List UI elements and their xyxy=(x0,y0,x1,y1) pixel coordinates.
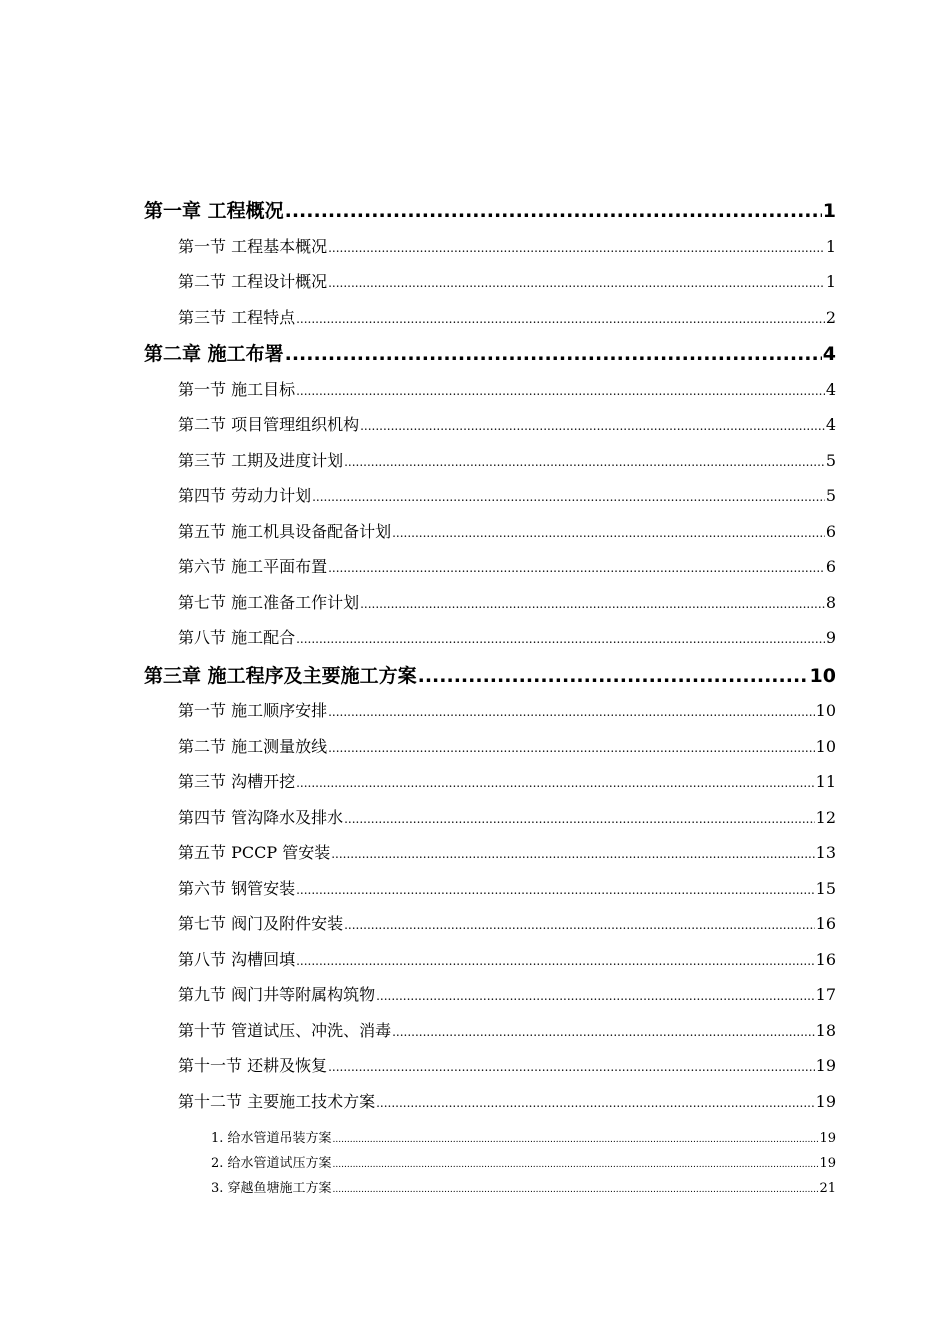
toc-dot-leader xyxy=(296,954,815,968)
toc-page-number: 13 xyxy=(815,843,836,862)
toc-page-number: 16 xyxy=(815,914,836,933)
toc-page-number: 4 xyxy=(822,343,836,365)
toc-page-number: 15 xyxy=(815,879,836,898)
toc-page-number: 5 xyxy=(825,451,836,470)
toc-page-number: 4 xyxy=(825,415,836,434)
toc-dot-leader xyxy=(360,597,825,611)
toc-dot-leader xyxy=(376,989,815,1003)
toc-section[interactable] xyxy=(178,769,836,791)
toc-entry-title: 第二节 工程设计概况 xyxy=(178,272,328,291)
toc-dot-leader xyxy=(331,847,814,861)
toc-section[interactable] xyxy=(178,234,836,256)
toc-page-number: 6 xyxy=(825,522,836,541)
toc-page-number: 10 xyxy=(815,737,836,756)
toc-dot-leader xyxy=(328,705,815,719)
toc-entry-title: 第三节 工期及进度计划 xyxy=(178,451,344,470)
toc-entry-title: 第一节 施工目标 xyxy=(178,380,296,399)
toc-chapter-1[interactable] xyxy=(144,196,836,220)
toc-entry-title: 第二章 施工布署 xyxy=(144,343,284,365)
toc-entry-title: 1. 给水管道吊装方案 xyxy=(211,1131,332,1146)
toc-section[interactable] xyxy=(178,1018,836,1040)
toc-page-number: 21 xyxy=(819,1181,836,1196)
toc-dot-leader xyxy=(344,455,825,469)
toc-section[interactable] xyxy=(178,982,836,1004)
toc-page-number: 2 xyxy=(825,308,836,327)
toc-page-number: 1 xyxy=(825,237,836,256)
toc-section[interactable] xyxy=(178,625,836,647)
toc-entry-title: 第一节 工程基本概况 xyxy=(178,237,328,256)
toc-dot-leader xyxy=(285,200,822,222)
toc-section[interactable] xyxy=(178,412,836,434)
toc-entry-title: 第七节 施工准备工作计划 xyxy=(178,593,360,612)
toc-entry-title: 第三章 施工程序及主要施工方案 xyxy=(144,665,417,687)
toc-section[interactable] xyxy=(178,840,836,862)
toc-dot-leader xyxy=(392,1025,815,1039)
toc-subsection[interactable] xyxy=(211,1127,836,1145)
toc-dot-leader xyxy=(376,1096,815,1110)
toc-entry-title: 第五节 施工机具设备配备计划 xyxy=(178,522,392,541)
toc-section[interactable] xyxy=(178,1053,836,1075)
toc-section[interactable] xyxy=(178,805,836,827)
toc-dot-leader xyxy=(344,812,815,826)
toc-chapter-2[interactable] xyxy=(144,339,836,363)
toc-dot-leader xyxy=(333,1185,819,1195)
toc-section[interactable] xyxy=(178,1089,836,1111)
toc-page-number: 1 xyxy=(822,200,836,222)
toc-entry-title: 第八节 施工配合 xyxy=(178,628,296,647)
toc-page-number: 10 xyxy=(815,701,836,720)
toc-dot-leader xyxy=(312,490,825,504)
toc-page-number: 1 xyxy=(825,272,836,291)
toc-entry-title: 第一节 施工顺序安排 xyxy=(178,701,328,720)
toc-page-number: 17 xyxy=(815,985,836,1004)
toc-page-number: 19 xyxy=(819,1131,836,1146)
toc-entry-title: 第十节 管道试压、冲洗、消毒 xyxy=(178,1021,392,1040)
toc-page-number: 9 xyxy=(825,628,836,647)
toc-dot-leader xyxy=(296,883,815,897)
toc-section[interactable] xyxy=(178,911,836,933)
toc-section[interactable] xyxy=(178,305,836,327)
toc-page-number: 6 xyxy=(825,557,836,576)
toc-entry-title: 第四节 管沟降水及排水 xyxy=(178,808,344,827)
toc-section[interactable] xyxy=(178,734,836,756)
toc-section[interactable] xyxy=(178,519,836,541)
toc-section[interactable] xyxy=(178,483,836,505)
toc-dot-leader xyxy=(328,276,825,290)
toc-section[interactable] xyxy=(178,448,836,470)
toc-page-number: 8 xyxy=(825,593,836,612)
toc-entry-title: 第三节 沟槽开挖 xyxy=(178,772,296,791)
toc-dot-leader xyxy=(328,241,825,255)
toc-entry-title: 第一章 工程概况 xyxy=(144,200,284,222)
toc-section[interactable] xyxy=(178,269,836,291)
toc-dot-leader xyxy=(328,561,825,575)
toc-page-number: 11 xyxy=(815,772,836,791)
toc-dot-leader xyxy=(333,1135,819,1145)
toc-dot-leader xyxy=(285,343,822,365)
toc-section[interactable] xyxy=(178,554,836,576)
toc-dot-leader xyxy=(296,776,815,790)
toc-page-number: 4 xyxy=(825,380,836,399)
toc-entry-title: 第二节 项目管理组织机构 xyxy=(178,415,360,434)
toc-entry-title: 第四节 劳动力计划 xyxy=(178,486,312,505)
toc-dot-leader xyxy=(296,632,825,646)
toc-dot-leader xyxy=(360,419,825,433)
toc-entry-title: 第二节 施工测量放线 xyxy=(178,737,328,756)
toc-section[interactable] xyxy=(178,698,836,720)
toc-entry-title: 第九节 阀门井等附属构筑物 xyxy=(178,985,376,1004)
toc-dot-leader xyxy=(344,918,815,932)
toc-subsection[interactable] xyxy=(211,1152,836,1170)
toc-dot-leader xyxy=(328,1060,815,1074)
toc-dot-leader xyxy=(392,526,825,540)
toc-page-number: 12 xyxy=(815,808,836,827)
toc-dot-leader xyxy=(296,384,825,398)
toc-entry-title: 第七节 阀门及附件安装 xyxy=(178,914,344,933)
toc-entry-title: 第六节 施工平面布置 xyxy=(178,557,328,576)
toc-section[interactable] xyxy=(178,876,836,898)
toc-page-number: 19 xyxy=(815,1092,836,1111)
toc-chapter-3[interactable] xyxy=(144,661,836,685)
toc-entry-title: 3. 穿越鱼塘施工方案 xyxy=(211,1181,332,1196)
toc-section[interactable] xyxy=(178,947,836,969)
toc-dot-leader xyxy=(418,665,809,687)
toc-section[interactable] xyxy=(178,590,836,612)
toc-entry-title: 2. 给水管道试压方案 xyxy=(211,1156,332,1171)
toc-entry-title: 第六节 钢管安装 xyxy=(178,879,296,898)
toc-entry-title: 第八节 沟槽回填 xyxy=(178,950,296,969)
toc-page-number: 16 xyxy=(815,950,836,969)
toc-page-number: 10 xyxy=(809,665,836,687)
toc-dot-leader xyxy=(296,312,825,326)
toc-section[interactable] xyxy=(178,377,836,399)
toc-entry-title: 第十一节 还耕及恢复 xyxy=(178,1056,328,1075)
toc-page-number: 5 xyxy=(825,486,836,505)
toc-entry-title: 第三节 工程特点 xyxy=(178,308,296,327)
toc-page-number: 19 xyxy=(815,1056,836,1075)
toc-entry-title: 第十二节 主要施工技术方案 xyxy=(178,1092,376,1111)
toc-entry-title: 第五节 PCCP 管安装 xyxy=(178,843,331,862)
toc-page-number: 18 xyxy=(815,1021,836,1040)
toc-dot-leader xyxy=(328,741,815,755)
toc-page-number: 19 xyxy=(819,1156,836,1171)
toc-subsection[interactable] xyxy=(211,1177,836,1195)
toc-dot-leader xyxy=(333,1160,819,1170)
